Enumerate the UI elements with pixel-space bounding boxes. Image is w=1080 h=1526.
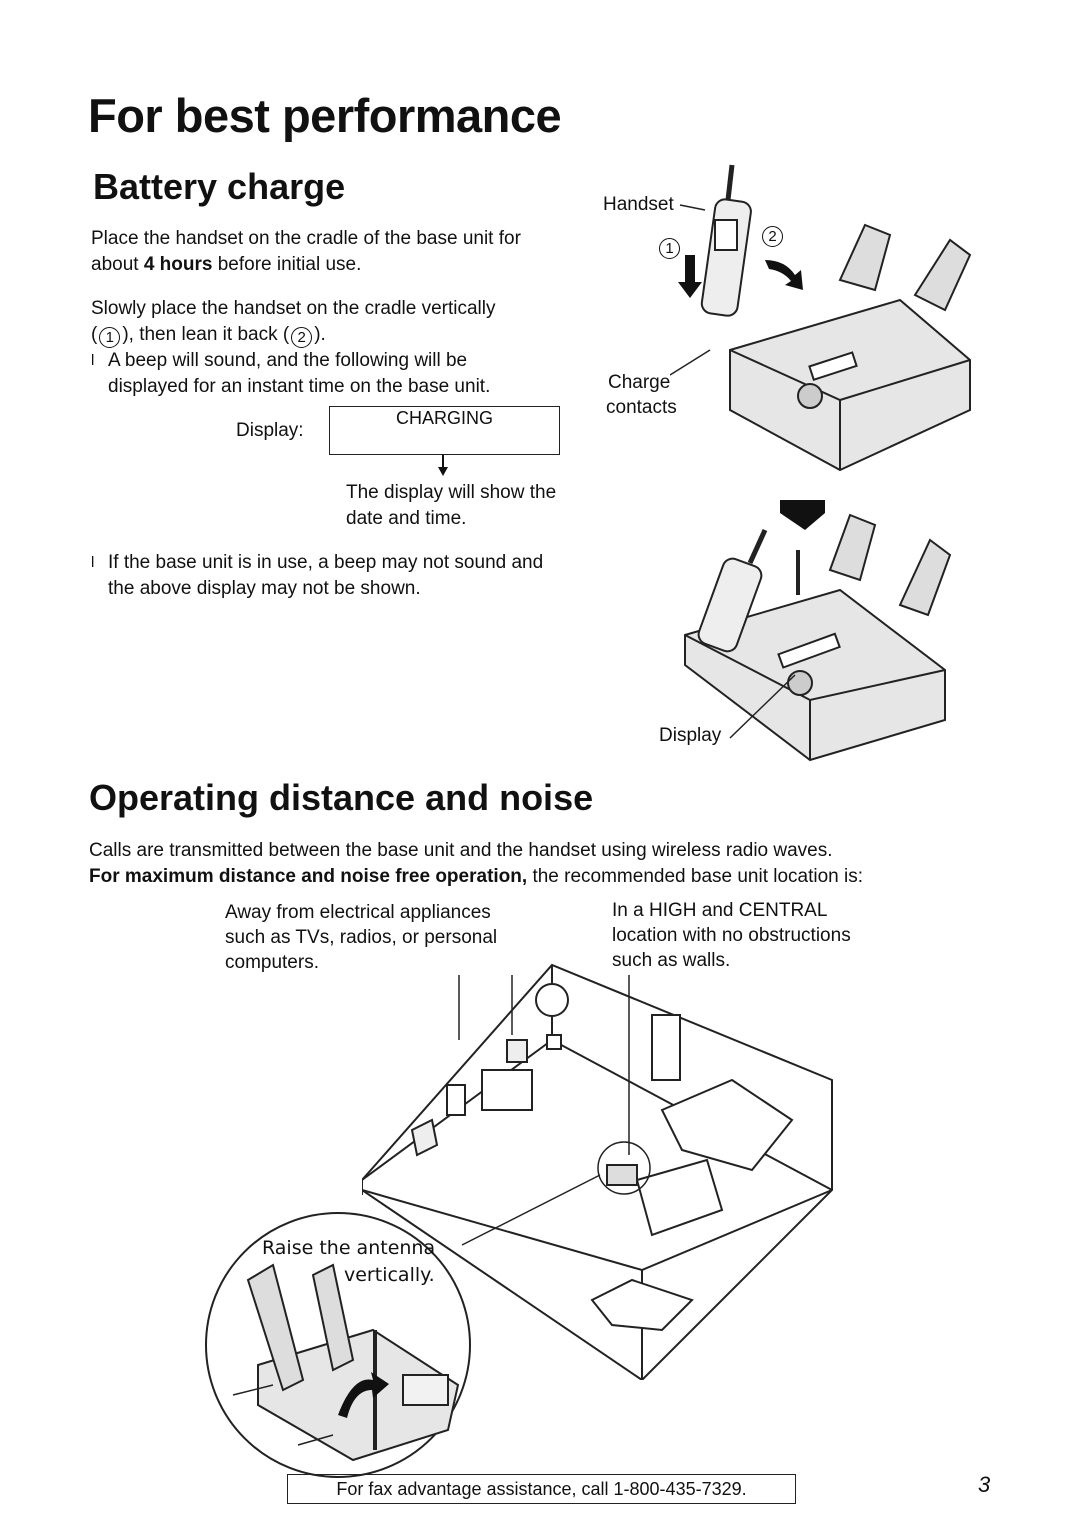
antenna-label-line2: vertically. xyxy=(344,1264,435,1286)
operating-para1: Calls are transmitted between the base unit and the handset using wireless radio waves. xyxy=(89,840,833,861)
antenna-label-line1: Raise the antenna xyxy=(262,1237,436,1259)
battery-step: Slowly place the handset on the cradle vertically ( 1 ), then lean it back ( 2 ). xyxy=(91,298,496,346)
section-heading-battery: Battery charge xyxy=(93,166,346,207)
label-contacts: contacts xyxy=(606,397,677,418)
lcd-text: CHARGING xyxy=(395,408,493,428)
assistance-footer: For fax advantage assistance, call 1-800-435-7329. xyxy=(287,1474,796,1504)
operating-para2: For maximum distance and noise free operation, the recommended base unit location is: xyxy=(89,866,864,887)
bullet-beep: l A beep will sound, and the following will be displayed for an instant time on the base unit. xyxy=(91,350,491,397)
section-heading-operating: Operating distance and noise xyxy=(89,777,594,818)
fax-handset-placement-illustration xyxy=(670,160,990,480)
step-1-icon: 1 xyxy=(99,327,120,348)
display-label: Display: xyxy=(236,420,304,441)
display-note: The display will show the date and time. xyxy=(346,482,557,529)
down-arrow-icon xyxy=(436,455,450,477)
page-number: 3 xyxy=(978,1472,991,1497)
figure-step-2-icon: 2 xyxy=(760,226,785,247)
label-handset: Handset xyxy=(603,194,674,215)
lcd-display xyxy=(329,406,560,455)
note-away-from-electrical: Away from electrical appliances such as TVs, radios, or personal computers. xyxy=(225,902,498,973)
step-2-icon: 2 xyxy=(291,327,312,348)
bullet-marker: l xyxy=(91,352,95,369)
figure-step-1-icon: 1 xyxy=(657,238,682,259)
label-charge: Charge xyxy=(608,372,671,393)
label-display: Display xyxy=(659,725,722,746)
fax-handset-docked-illustration xyxy=(680,495,980,765)
bullet-marker: l xyxy=(91,554,95,571)
battery-intro: Place the handset on the cradle of the base unit for about 4 hours before initial use. xyxy=(91,228,521,275)
note-high-central: In a HIGH and CENTRAL location with no obstructions such as walls. xyxy=(612,900,851,971)
bullet-base-in-use: l If the base unit is in use, a beep may not sound and the above display may not be shown. xyxy=(91,552,544,599)
page-title: For best performance xyxy=(88,89,562,142)
